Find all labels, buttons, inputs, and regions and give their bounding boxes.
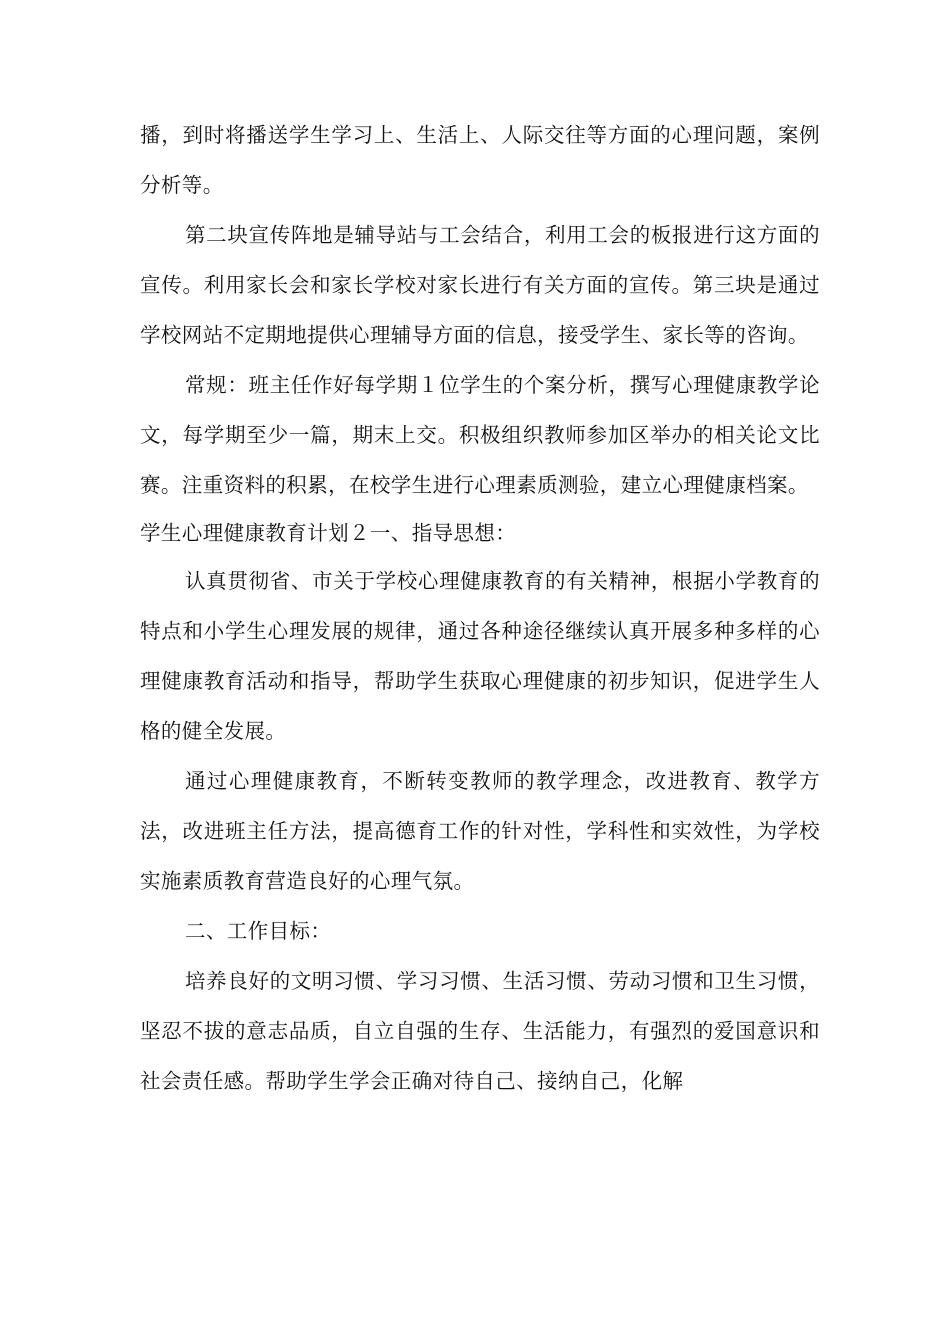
paragraph-routine: 常规：班主任作好每学期１位学生的个案分析，撰写心理健康教学论文，每学期至少一篇，期末上交。积极组织教师参加区举办的相关论文比赛。注重资料的积累，在校学生进行心理素质测验，建立心理健康档案。 (140, 373, 820, 497)
paragraph-broadcast: 播，到时将播送学生学习上、生活上、人际交往等方面的心理问题，案例分析等。 (140, 123, 820, 197)
paragraph-guiding-thought: 认真贯彻省、市关于学校心理健康教育的有关精神，根据小学教育的特点和小学生心理发展的规律，通过各种途径继续认真开展多种多样的心理健康教育活动和指导，帮助学生获取心理健康的初步知识，促进学生人格的健全发展。 (140, 569, 820, 743)
paragraph-habits: 培养良好的文明习惯、学习习惯、生活习惯、劳动习惯和卫生习惯，坚忍不拔的意志品质，自立自强的生存、生活能力，有强烈的爱国意识和社会责任感。帮助学生学会正确对待自己、接纳自己，化解 (140, 969, 820, 1093)
document-page (140, 110, 820, 1106)
heading-work-goals: 二、工作目标： (185, 919, 332, 943)
paragraph-publicity: 第二块宣传阵地是辅导站与工会结合，利用工会的板报进行这方面的宣传。利用家长会和家长学校对家长进行有关方面的宣传。第三块是通过学校网站不定期地提供心理辅导方面的信息，接受学生、家长等的咨询。 (140, 223, 820, 347)
section-heading-plan-2: 学生心理健康教育计划２一、指导思想： (140, 521, 517, 545)
paragraph-teacher-concept: 通过心理健康教育，不断转变教师的教学理念，改进教育、教学方法，改进班主任方法，提高德育工作的针对性，学科性和实效性，为学校实施素质教育营造良好的心理气氛。 (140, 769, 820, 893)
